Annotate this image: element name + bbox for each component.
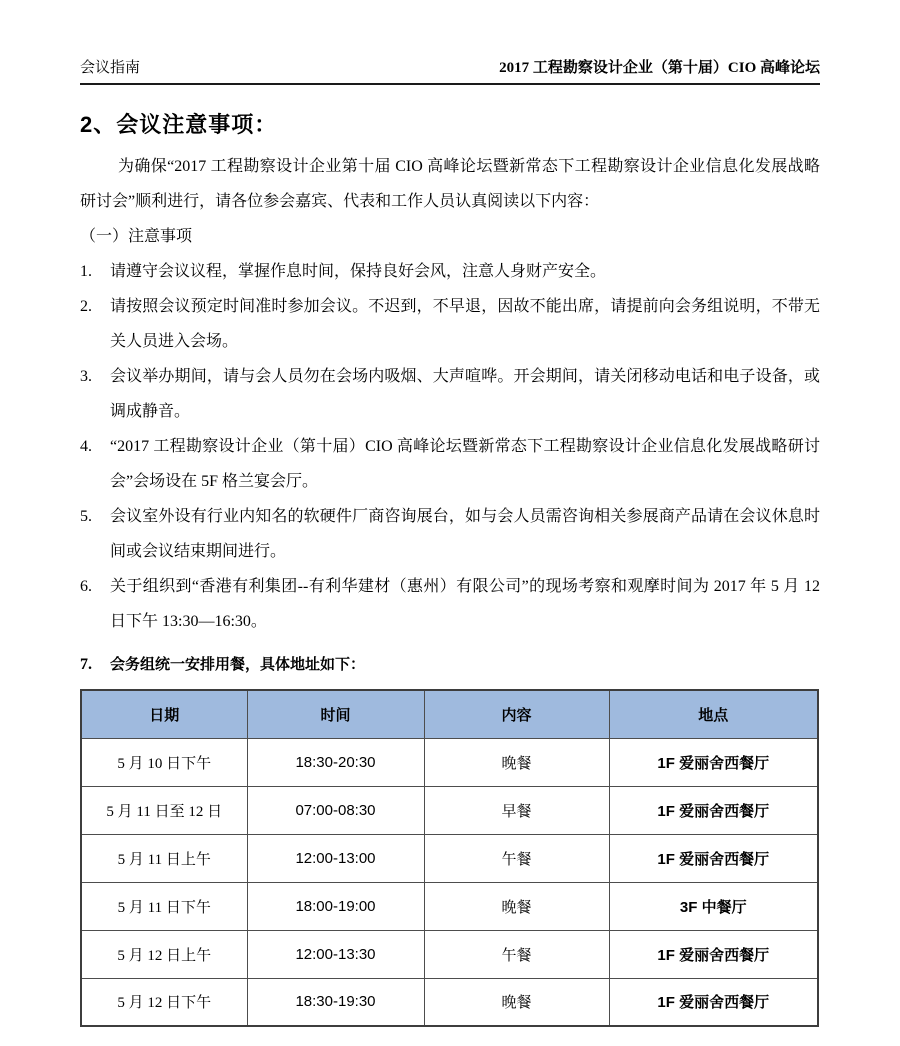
meal-cell: 午餐: [424, 834, 609, 882]
place-cell: 1F 爱丽舍西餐厅: [609, 786, 818, 834]
date-cell: 5 月 12 日上午: [81, 930, 247, 978]
note-text: 请按照会议预定时间准时参加会议。不迟到，不早退，因故不能出席，请提前向会务组说明，不带无关人员进入会场。: [110, 298, 820, 350]
meal-cell: 午餐: [424, 930, 609, 978]
date-cell: 5 月 11 日至 12 日: [81, 786, 247, 834]
running-header-left: 会议指南: [80, 60, 141, 76]
place-cell: 3F 中餐厅: [609, 882, 818, 930]
place-cell: 1F 爱丽舍西餐厅: [609, 978, 818, 1026]
table-row: [81, 834, 818, 882]
note-text: “2017 工程勘察设计企业（第十届）CIO 高峰论坛暨新常态下工程勘察设计企业信息化发展战略研讨会”会场设在 5F 格兰宴会厅。: [110, 438, 820, 490]
meals-table-header-cell: 地点: [609, 690, 818, 738]
note-item: [80, 289, 820, 359]
table-row: [81, 786, 818, 834]
note-number: 6.: [80, 578, 92, 595]
time-cell: 18:30-19:30: [247, 978, 424, 1026]
note-item: [80, 254, 820, 289]
note-text: 会务组统一安排用餐，具体地址如下：: [110, 656, 366, 673]
meals-table-header-cell: 内容: [424, 690, 609, 738]
note-text: 会议室外设有行业内知名的软硬件厂商咨询展台，如与会人员需咨询相关参展商产品请在会议休息时间或会议结束期间进行。: [110, 508, 820, 560]
note-number: 3.: [80, 368, 92, 385]
meals-table-header-row: [81, 690, 818, 738]
time-cell: 07:00-08:30: [247, 786, 424, 834]
meals-table: [80, 689, 819, 1027]
date-cell: 5 月 10 日下午: [81, 738, 247, 786]
note-item: [80, 647, 820, 682]
meal-cell: 晚餐: [424, 978, 609, 1026]
table-row: [81, 978, 818, 1026]
note-item: [80, 499, 820, 569]
note-text: 请遵守会议议程，掌握作息时间，保持良好会风，注意人身财产安全。: [110, 263, 607, 280]
notes-list: [80, 254, 820, 682]
table-row: [81, 738, 818, 786]
note-number: 4.: [80, 438, 92, 455]
meals-table-header-cell: 时间: [247, 690, 424, 738]
place-cell: 1F 爱丽舍西餐厅: [609, 834, 818, 882]
date-cell: 5 月 11 日上午: [81, 834, 247, 882]
note-item: [80, 569, 820, 639]
note-text: 会议举办期间，请与会人员勿在会场内吸烟、大声喧哗。开会期间，请关闭移动电话和电子设备，或调成静音。: [110, 368, 820, 420]
intro-paragraph: 为确保“2017 工程勘察设计企业第十届 CIO 高峰论坛暨新常态下工程勘察设计企业信息化发展战略研讨会”顺利进行，请各位参会嘉宾、代表和工作人员认真阅读以下内容：: [80, 158, 820, 210]
table-row: [81, 882, 818, 930]
date-cell: 5 月 12 日下午: [81, 978, 247, 1026]
header-rule: [80, 83, 820, 85]
meal-cell: 早餐: [424, 786, 609, 834]
time-cell: 12:00-13:00: [247, 834, 424, 882]
running-header-right: 2017 工程勘察设计企业（第十届）CIO 高峰论坛: [499, 60, 820, 76]
note-text: 关于组织到“香港有利集团--有利华建材（惠州）有限公司”的现场考察和观摩时间为 2017 年 5 月 12 日下午 13:30—16:30。: [110, 578, 820, 630]
meals-table-body: [81, 738, 818, 1026]
table-row: [81, 930, 818, 978]
note-number: 1.: [80, 263, 92, 280]
meal-cell: 晚餐: [424, 882, 609, 930]
place-cell: 1F 爱丽舍西餐厅: [609, 930, 818, 978]
time-cell: 12:00-13:30: [247, 930, 424, 978]
place-cell: 1F 爱丽舍西餐厅: [609, 738, 818, 786]
note-number: 2.: [80, 298, 92, 315]
page-content: [80, 0, 820, 1027]
time-cell: 18:00-19:00: [247, 882, 424, 930]
subsection-heading: （一）注意事项: [80, 228, 193, 245]
note-item: [80, 359, 820, 429]
note-item: [80, 429, 820, 499]
meals-table-header-cell: 日期: [81, 690, 247, 738]
date-cell: 5 月 11 日下午: [81, 882, 247, 930]
meal-cell: 晚餐: [424, 738, 609, 786]
note-number: 7.: [80, 656, 92, 673]
note-number: 5.: [80, 508, 92, 525]
time-cell: 18:30-20:30: [247, 738, 424, 786]
running-header: [80, 0, 820, 78]
section-title: 2、会议注意事项：: [80, 112, 278, 137]
